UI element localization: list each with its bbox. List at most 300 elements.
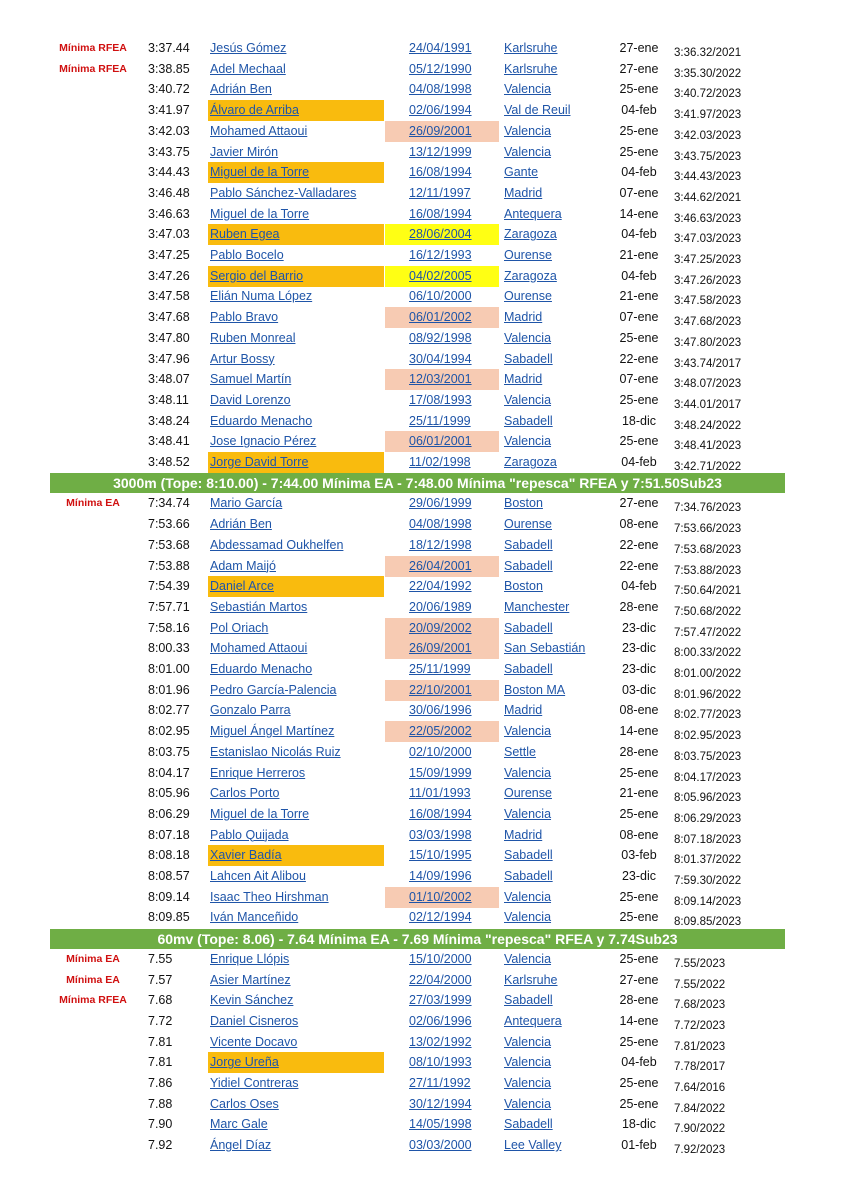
birthdate-link[interactable]: 26/09/2001 <box>385 638 499 659</box>
venue-link[interactable]: Sabadell <box>504 351 553 366</box>
birthdate-link[interactable]: 16/08/1994 <box>409 206 472 221</box>
qualification-note: Mínima RFEA <box>59 62 127 75</box>
birthdate-link[interactable]: 25/11/1999 <box>409 413 471 428</box>
birthdate-link[interactable]: 15/09/1999 <box>409 765 472 780</box>
result-row <box>0 556 849 577</box>
result-mark: 3:46.48 <box>148 185 190 200</box>
birthdate-link[interactable]: 28/06/2004 <box>385 224 499 245</box>
competition-date: 25-ene <box>619 434 659 449</box>
birthdate-link[interactable]: 30/04/1994 <box>409 351 472 366</box>
athlete-name-link[interactable]: Mohamed Attaoui <box>210 641 308 656</box>
competition-date: 04-feb <box>621 165 657 180</box>
athlete-name-link[interactable]: Xavier Badía <box>208 845 384 866</box>
personal-best: 7.81/2023 <box>674 1040 726 1053</box>
result-row <box>0 783 849 804</box>
competition-date: 25-ene <box>619 82 659 97</box>
result-row <box>0 1032 849 1053</box>
personal-best: 8:09.85/2023 <box>674 916 742 929</box>
birthdate-link[interactable]: 27/11/1992 <box>409 1076 471 1090</box>
athlete-name-link[interactable]: Mohamed Attaoui <box>210 123 308 138</box>
athlete-name-link[interactable]: Pablo Bocelo <box>210 248 284 262</box>
venue-link[interactable]: Valencia <box>504 123 552 138</box>
birthdate-link[interactable]: 16/08/1994 <box>409 806 472 821</box>
personal-best: 7.84/2022 <box>674 1102 726 1115</box>
competition-date: 07-ene <box>619 310 659 325</box>
birthdate-link[interactable]: 22/04/1992 <box>409 579 472 594</box>
athlete-name-link[interactable]: Estanislao Nicolás Ruiz <box>210 744 341 759</box>
result-mark: 3:44.43 <box>148 165 190 180</box>
birthdate-link[interactable]: 13/12/1999 <box>409 144 472 159</box>
athlete-name-link[interactable]: Adel Mechaal <box>210 61 286 76</box>
venue-link[interactable]: Lee Valley <box>504 1138 562 1153</box>
result-row <box>0 59 849 80</box>
athlete-name-link[interactable]: Jesús Gómez <box>210 41 287 55</box>
venue-link[interactable]: Valencia <box>504 765 552 780</box>
result-mark: 8:02.77 <box>148 703 190 718</box>
competition-date: 25-ene <box>619 144 659 159</box>
athlete-name-link[interactable]: Ruben Egea <box>208 224 384 245</box>
personal-best: 8:09.14/2023 <box>674 895 742 908</box>
venue-link[interactable]: Sabadell <box>504 662 553 676</box>
venue-link[interactable]: Gante <box>504 165 539 180</box>
competition-date: 25-ene <box>619 392 659 407</box>
personal-best: 7.78/2017 <box>674 1061 726 1074</box>
competition-date: 23-dic <box>621 620 657 635</box>
birthdate-link[interactable]: 26/09/2001 <box>385 121 499 142</box>
venue-link[interactable]: Settle <box>504 744 536 759</box>
athlete-name-link[interactable]: Javier Mirón <box>210 144 279 159</box>
venue-link[interactable]: Manchester <box>504 599 570 614</box>
result-row <box>0 162 849 183</box>
competition-date: 27-ene <box>619 61 659 76</box>
birthdate-link[interactable]: 26/04/2001 <box>385 556 499 577</box>
birthdate-link[interactable]: 11/01/1993 <box>409 786 471 801</box>
birthdate-link[interactable]: 12/11/1997 <box>409 185 471 200</box>
competition-date: 27-ene <box>619 41 659 55</box>
personal-best: 3:36.32/2021 <box>674 47 742 59</box>
athlete-name-link[interactable]: Asier Martínez <box>210 972 291 987</box>
venue-link[interactable]: Valencia <box>504 392 552 407</box>
result-mark: 3:47.25 <box>148 248 190 262</box>
result-row <box>0 825 849 846</box>
venue-link[interactable]: Valencia <box>504 910 552 925</box>
result-mark: 8:03.75 <box>148 744 190 759</box>
athlete-name-link[interactable]: Sebastián Martos <box>210 599 308 614</box>
competition-date: 04-feb <box>621 268 657 283</box>
athlete-name-link[interactable]: Marc Gale <box>210 1117 268 1132</box>
personal-best: 8:03.75/2023 <box>674 750 742 763</box>
qualification-note: Mínima EA <box>66 973 120 986</box>
birthdate-link[interactable]: 08/10/1993 <box>409 1055 472 1070</box>
result-row <box>0 700 849 721</box>
venue-link[interactable]: Sabadell <box>504 620 553 635</box>
result-mark: 7:53.68 <box>148 537 190 552</box>
personal-best: 7:53.68/2023 <box>674 543 742 556</box>
result-mark: 7.57 <box>148 972 173 987</box>
result-row <box>0 680 849 701</box>
athlete-name-link[interactable]: Carlos Porto <box>210 786 280 801</box>
personal-best: 3:43.75/2023 <box>674 150 742 163</box>
athlete-name-link[interactable]: Enrique Llópis <box>210 951 290 966</box>
athlete-name-link[interactable]: David Lorenzo <box>210 392 291 407</box>
result-row <box>0 38 849 59</box>
birthdate-link[interactable]: 22/05/2002 <box>385 721 499 742</box>
result-mark: 3:38.85 <box>148 61 190 76</box>
birthdate-link[interactable]: 17/08/1993 <box>409 392 472 407</box>
birthdate-link[interactable]: 06/01/2001 <box>385 431 499 452</box>
birthdate-link[interactable]: 14/05/1998 <box>409 1117 472 1132</box>
birthdate-link[interactable]: 01/10/2002 <box>385 887 499 908</box>
result-mark: 8:04.17 <box>148 765 190 780</box>
result-row <box>0 763 849 784</box>
venue-link[interactable]: Valencia <box>504 806 552 821</box>
personal-best: 7:50.68/2022 <box>674 605 742 618</box>
result-row <box>0 1135 849 1156</box>
result-mark: 3:48.52 <box>148 455 190 469</box>
athlete-name-link[interactable]: Daniel Cisneros <box>210 1013 299 1028</box>
qualification-note: Mínima RFEA <box>59 42 127 54</box>
personal-best: 3:48.41/2023 <box>674 440 742 453</box>
result-mark: 7:53.66 <box>148 517 190 532</box>
competition-date: 25-ene <box>619 123 659 138</box>
personal-best: 8:01.37/2022 <box>674 854 742 867</box>
result-row <box>0 224 849 245</box>
venue-link[interactable]: Ourense <box>504 786 552 801</box>
athlete-name-link[interactable]: Miguel de la Torre <box>208 162 384 183</box>
competition-date: 04-feb <box>621 1055 657 1070</box>
venue-link[interactable]: Sabadell <box>504 848 553 863</box>
result-row <box>0 866 849 887</box>
result-row <box>0 990 849 1011</box>
competition-date: 25-ene <box>619 951 659 966</box>
athlete-name-link[interactable]: Vicente Docavo <box>210 1034 298 1049</box>
competition-date: 28-ene <box>619 744 659 759</box>
result-row <box>0 618 849 639</box>
venue-link[interactable]: Madrid <box>504 185 543 200</box>
athlete-name-link[interactable]: Miguel de la Torre <box>210 206 310 221</box>
venue-link[interactable]: Valencia <box>504 724 552 739</box>
personal-best: 7:50.64/2021 <box>674 585 742 598</box>
result-row <box>0 307 849 328</box>
result-mark: 3:47.80 <box>148 330 190 345</box>
athlete-name-link[interactable]: Pablo Quijada <box>210 827 289 842</box>
birthdate-link[interactable]: 30/12/1994 <box>409 1096 472 1111</box>
athlete-name-link[interactable]: Jorge Ureña <box>208 1052 384 1073</box>
birthdate-link[interactable]: 18/12/1998 <box>409 537 472 552</box>
birthdate-link[interactable]: 05/12/1990 <box>409 61 472 76</box>
athlete-name-link[interactable]: Pol Oriach <box>210 620 269 635</box>
birthdate-link[interactable]: 11/02/1998 <box>409 455 471 469</box>
result-row <box>0 79 849 100</box>
personal-best: 3:44.43/2023 <box>674 171 742 184</box>
competition-date: 07-ene <box>619 185 659 200</box>
athlete-name-link[interactable]: Kevin Sánchez <box>210 993 294 1008</box>
qualification-note: Mínima RFEA <box>59 994 127 1007</box>
athlete-name-link[interactable]: Samuel Martín <box>210 372 292 387</box>
athlete-name-link[interactable]: Iván Manceñido <box>210 910 299 925</box>
personal-best: 3:47.03/2023 <box>674 233 742 246</box>
venue-link[interactable]: Sabadell <box>504 558 553 573</box>
competition-date: 23-dic <box>621 662 657 676</box>
athlete-name-link[interactable]: Gonzalo Parra <box>210 703 291 718</box>
birthdate-link[interactable]: 06/01/2002 <box>385 307 499 328</box>
birthdate-link[interactable]: 04/08/1998 <box>409 517 472 532</box>
competition-date: 23-dic <box>621 869 657 883</box>
birthdate-link[interactable]: 25/11/1999 <box>409 662 471 676</box>
result-mark: 7:54.39 <box>148 579 190 594</box>
venue-link[interactable]: Valencia <box>504 330 552 345</box>
result-mark: 3:47.68 <box>148 310 190 325</box>
result-mark: 8:08.18 <box>148 848 190 863</box>
result-row <box>0 369 849 390</box>
competition-date: 28-ene <box>619 599 659 614</box>
result-row <box>0 121 849 142</box>
venue-link[interactable]: Valencia <box>504 82 552 97</box>
result-row <box>0 970 849 991</box>
athlete-name-link[interactable]: Enrique Herreros <box>210 765 306 780</box>
result-mark: 8:01.00 <box>148 662 190 676</box>
result-mark: 7.81 <box>148 1034 173 1049</box>
result-mark: 8:08.57 <box>148 869 190 883</box>
result-mark: 7.86 <box>148 1076 173 1090</box>
birthdate-link[interactable]: 22/10/2001 <box>385 680 499 701</box>
athlete-name-link[interactable]: Eduardo Menacho <box>210 662 313 676</box>
personal-best: 7.55/2023 <box>674 957 726 970</box>
competition-date: 25-ene <box>619 1076 659 1090</box>
personal-best: 8:02.77/2023 <box>674 709 742 722</box>
result-row <box>0 845 849 866</box>
athlete-name-link[interactable]: Miguel de la Torre <box>210 806 310 821</box>
birthdate-link[interactable]: 13/02/1992 <box>409 1034 472 1049</box>
result-row <box>0 1073 849 1094</box>
athlete-name-link[interactable]: Daniel Arce <box>208 576 384 597</box>
competition-date: 21-ene <box>619 248 659 262</box>
venue-link[interactable]: Karlsruhe <box>504 972 558 987</box>
result-row <box>0 742 849 763</box>
birthdate-link[interactable]: 02/06/1996 <box>409 1013 472 1028</box>
athlete-name-link[interactable]: Jorge David Torre <box>208 452 384 473</box>
result-mark: 7:58.16 <box>148 620 190 635</box>
athlete-name-link[interactable]: Lahcen Ait Alibou <box>210 869 306 883</box>
personal-best: 3:44.01/2017 <box>674 398 742 411</box>
venue-link[interactable]: Boston <box>504 579 543 594</box>
competition-date: 04-feb <box>621 455 657 469</box>
result-mark: 3:48.11 <box>148 392 189 407</box>
result-mark: 8:00.33 <box>148 641 190 656</box>
birthdate-link[interactable]: 04/02/2005 <box>385 266 499 287</box>
personal-best: 7:59.30/2022 <box>674 875 742 887</box>
result-row <box>0 721 849 742</box>
athlete-name-link[interactable]: Mario García <box>210 496 283 511</box>
athlete-name-link[interactable]: Elián Numa López <box>210 289 313 304</box>
birthdate-link[interactable]: 03/03/1998 <box>409 827 472 842</box>
result-row <box>0 349 849 370</box>
result-mark: 7:53.88 <box>148 558 190 573</box>
personal-best: 3:35.30/2022 <box>674 67 742 80</box>
personal-best: 7.55/2022 <box>674 978 726 991</box>
result-mark: 3:42.03 <box>148 123 190 138</box>
birthdate-link[interactable]: 14/09/1996 <box>409 869 472 883</box>
athlete-name-link[interactable]: Pablo Sánchez-Valladares <box>210 185 357 200</box>
venue-link[interactable]: Zaragoza <box>504 455 557 469</box>
athlete-name-link[interactable]: Miguel Ángel Martínez <box>210 724 335 739</box>
birthdate-link[interactable]: 15/10/2000 <box>409 951 472 966</box>
personal-best: 3:42.03/2023 <box>674 129 742 142</box>
athlete-name-link[interactable]: Pedro García-Palencia <box>210 682 337 697</box>
competition-date: 25-ene <box>619 765 659 780</box>
birthdate-link[interactable]: 02/12/1994 <box>409 910 472 925</box>
athlete-name-link[interactable]: Isaac Theo Hirshman <box>210 889 329 904</box>
personal-best: 7.68/2023 <box>674 999 726 1012</box>
birthdate-link[interactable]: 04/08/1998 <box>409 82 472 97</box>
venue-link[interactable]: Valencia <box>504 1076 552 1090</box>
result-mark: 7.88 <box>148 1096 173 1111</box>
result-mark: 7.81 <box>148 1055 173 1070</box>
birthdate-link[interactable]: 12/03/2001 <box>385 369 499 390</box>
personal-best: 3:48.07/2023 <box>674 378 742 391</box>
competition-date: 25-ene <box>619 1096 659 1111</box>
athlete-name-link[interactable]: Artur Bossy <box>210 351 275 366</box>
result-row <box>0 286 849 307</box>
venue-link[interactable]: Val de Reuil <box>504 103 571 118</box>
result-row <box>0 411 849 432</box>
competition-date: 22-ene <box>619 558 659 573</box>
competition-date: 18-dic <box>621 1117 657 1132</box>
venue-link[interactable]: Zaragoza <box>504 227 557 242</box>
venue-link[interactable]: Zaragoza <box>504 268 557 283</box>
personal-best: 3:48.24/2022 <box>674 419 742 432</box>
venue-link[interactable]: Sabadell <box>504 413 553 428</box>
personal-best: 3:42.71/2022 <box>674 461 742 473</box>
venue-link[interactable]: Ourense <box>504 289 552 304</box>
athlete-name-link[interactable]: Jose Ignacio Pérez <box>210 434 317 449</box>
result-mark: 7:57.71 <box>148 599 190 614</box>
venue-link[interactable]: Sabadell <box>504 993 553 1008</box>
birthdate-link[interactable]: 02/10/2000 <box>409 744 472 759</box>
result-mark: 7.92 <box>148 1138 173 1153</box>
result-row <box>0 390 849 411</box>
birthdate-link[interactable]: 24/04/1991 <box>409 41 472 55</box>
birthdate-link[interactable]: 16/08/1994 <box>409 165 472 180</box>
result-mark: 3:47.26 <box>148 268 190 283</box>
result-row <box>0 638 849 659</box>
athlete-name-link[interactable]: Abdessamad Oukhelfen <box>210 537 344 552</box>
birthdate-link[interactable]: 15/10/1995 <box>409 848 472 863</box>
personal-best: 7.90/2022 <box>674 1123 726 1136</box>
birthdate-link[interactable]: 29/06/1999 <box>409 496 472 511</box>
personal-best: 8:04.17/2023 <box>674 771 742 784</box>
venue-link[interactable]: Valencia <box>504 1055 552 1070</box>
venue-link[interactable]: Valencia <box>504 144 552 159</box>
personal-best: 3:47.26/2023 <box>674 274 742 287</box>
venue-link[interactable]: Antequera <box>504 206 562 221</box>
result-mark: 3:48.07 <box>148 372 190 387</box>
birthdate-link[interactable]: 06/10/2000 <box>409 289 472 304</box>
athlete-name-link[interactable]: Adrián Ben <box>210 517 272 532</box>
venue-link[interactable]: Valencia <box>504 1034 552 1049</box>
personal-best: 3:41.97/2023 <box>674 109 742 122</box>
venue-link[interactable]: Boston <box>504 496 543 511</box>
section-header: 60mv (Tope: 8.06) - 7.64 Mínima EA - 7.69 Mínima "repesca" RFEA y 7.74Sub23 <box>50 929 785 949</box>
venue-link[interactable]: Antequera <box>504 1013 562 1028</box>
venue-link[interactable]: Madrid <box>504 827 543 842</box>
athlete-name-link[interactable]: Álvaro de Arriba <box>208 100 384 121</box>
athlete-name-link[interactable]: Carlos Oses <box>210 1096 279 1111</box>
athlete-name-link[interactable]: Yidiel Contreras <box>210 1076 299 1090</box>
result-mark: 8:09.85 <box>148 910 190 925</box>
venue-link[interactable]: Ourense <box>504 517 552 532</box>
competition-date: 08-ene <box>619 703 659 718</box>
result-mark: 8:05.96 <box>148 786 190 801</box>
venue-link[interactable]: Madrid <box>504 703 543 718</box>
result-row <box>0 535 849 556</box>
venue-link[interactable]: Valencia <box>504 951 552 966</box>
birthdate-link[interactable]: 20/06/1989 <box>409 599 472 614</box>
birthdate-link[interactable]: 27/03/1999 <box>409 993 472 1008</box>
personal-best: 3:47.68/2023 <box>674 316 742 329</box>
result-row <box>0 493 849 514</box>
venue-link[interactable]: Karlsruhe <box>504 41 558 55</box>
venue-link[interactable]: Valencia <box>504 889 552 904</box>
birthdate-link[interactable]: 03/03/2000 <box>409 1138 472 1153</box>
result-mark: 3:41.97 <box>148 103 190 118</box>
competition-date: 08-ene <box>619 517 659 532</box>
result-row <box>0 804 849 825</box>
venue-link[interactable]: Boston MA <box>504 682 566 697</box>
venue-link[interactable]: Sabadell <box>504 1117 553 1132</box>
birthdate-link[interactable]: 02/06/1994 <box>409 103 472 118</box>
athlete-name-link[interactable]: Ruben Monreal <box>210 330 296 345</box>
birthdate-link[interactable]: 30/06/1996 <box>409 703 472 718</box>
venue-link[interactable]: Madrid <box>504 310 543 325</box>
competition-date: 01-feb <box>621 1138 657 1153</box>
athlete-name-link[interactable]: Eduardo Menacho <box>210 413 313 428</box>
result-row <box>0 245 849 266</box>
personal-best: 7.64/2016 <box>674 1082 726 1094</box>
venue-link[interactable]: Madrid <box>504 372 543 387</box>
result-mark: 3:40.72 <box>148 82 190 97</box>
birthdate-link[interactable]: 08/92/1998 <box>409 330 472 345</box>
result-row <box>0 1114 849 1135</box>
competition-date: 18-dic <box>621 413 657 428</box>
athlete-name-link[interactable]: Sergio del Barrio <box>208 266 384 287</box>
venue-link[interactable]: Valencia <box>504 1096 552 1111</box>
venue-link[interactable]: Ourense <box>504 248 552 262</box>
result-row <box>0 100 849 121</box>
athlete-name-link[interactable]: Adrián Ben <box>210 82 272 97</box>
athlete-name-link[interactable]: Pablo Bravo <box>210 310 279 325</box>
athlete-name-link[interactable]: Adam Maijó <box>210 558 276 573</box>
personal-best: 8:01.00/2022 <box>674 668 742 680</box>
venue-link[interactable]: Valencia <box>504 434 552 449</box>
athlete-name-link[interactable]: Ángel Díaz <box>210 1138 272 1153</box>
birthdate-link[interactable]: 20/09/2002 <box>385 618 499 639</box>
birthdate-link[interactable]: 16/12/1993 <box>409 248 472 262</box>
competition-date: 03-dic <box>621 682 657 697</box>
venue-link[interactable]: Sabadell <box>504 869 553 883</box>
result-mark: 7.68 <box>148 993 173 1008</box>
section-header: 3000m (Tope: 8:10.00) - 7:44.00 Mínima EA - 7:48.00 Mínima "repesca" RFEA y 7:51.50Sub23 <box>50 473 785 493</box>
venue-link[interactable]: Karlsruhe <box>504 61 558 76</box>
competition-date: 23-dic <box>621 641 657 656</box>
venue-link[interactable]: San Sebastián <box>504 641 586 656</box>
competition-date: 25-ene <box>619 1034 659 1049</box>
birthdate-link[interactable]: 22/04/2000 <box>409 972 472 987</box>
result-mark: 8:02.95 <box>148 724 190 739</box>
venue-link[interactable]: Sabadell <box>504 537 553 552</box>
competition-date: 25-ene <box>619 806 659 821</box>
personal-best: 8:01.96/2022 <box>674 688 742 701</box>
